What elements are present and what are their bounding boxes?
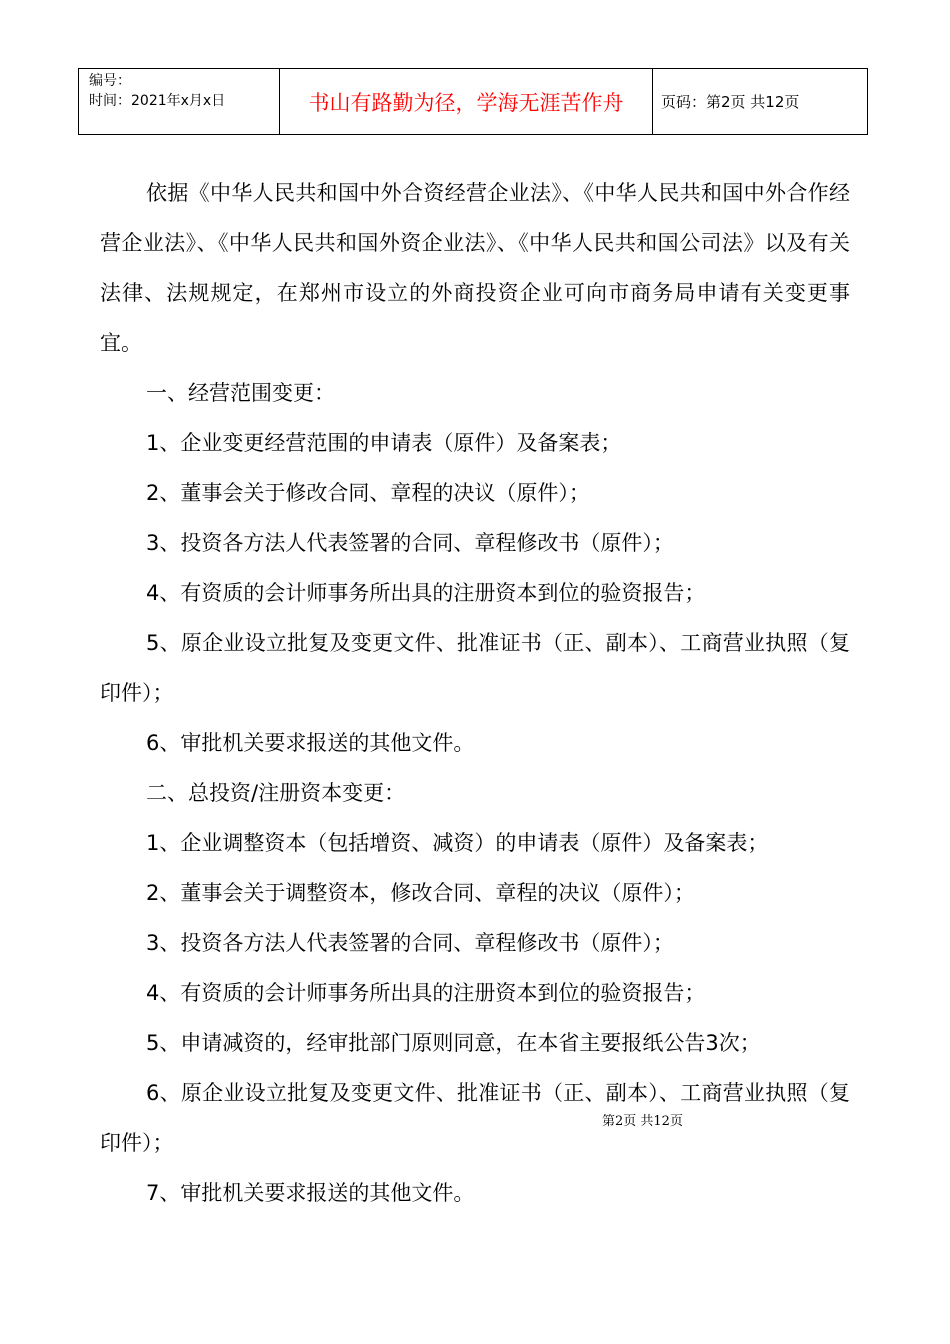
serial-number-label: 编号：	[89, 73, 131, 89]
header-motto-cell	[280, 69, 653, 134]
list-item: 6、审批机关要求报送的其他文件。	[146, 731, 475, 755]
header-table	[78, 68, 868, 135]
list-item: 2、董事会关于修改合同、章程的决议（原件）；	[146, 481, 590, 505]
list-item: 5、原企业设立批复及变更文件、批准证书（正、副本）、工商营业执照（复印件）；	[100, 631, 850, 705]
header-meta-cell	[79, 69, 280, 134]
list-item: 1、企业变更经营范围的申请表（原件）及备案表；	[146, 431, 622, 455]
intro-paragraph: 依据《中华人民共和国中外合资经营企业法》、《中华人民共和国中外合作经营企业法》、《中华人民共和国外资企业法》、《中华人民共和国公司法》以及有关法律、法规规定，在郑州市设立的外商投资企业可向市商务局申请有关变更事宜。	[100, 181, 850, 355]
motto-text: 书山有路勤为径，学海无涯苦作舟	[308, 90, 624, 115]
section-heading-scope-change: 一、经营范围变更：	[146, 381, 335, 405]
document-body	[100, 168, 850, 1218]
page-footer: 第2页 共12页	[602, 1114, 683, 1129]
page-number-label: 页码：第2页 共12页	[661, 93, 800, 111]
section-heading-capital-change: 二、总投资/注册资本变更：	[146, 781, 406, 805]
list-item: 2、董事会关于调整资本，修改合同、章程的决议（原件）；	[146, 881, 695, 905]
list-item: 4、有资质的会计师事务所出具的注册资本到位的验资报告；	[146, 981, 706, 1005]
date-label: 时间：2021年x月x日	[89, 93, 226, 109]
list-item: 5、申请减资的，经审批部门原则同意，在本省主要报纸公告3次；	[146, 1031, 761, 1055]
header-page-cell	[653, 69, 867, 134]
list-item: 1、企业调整资本（包括增资、减资）的申请表（原件）及备案表；	[146, 831, 769, 855]
list-item: 4、有资质的会计师事务所出具的注册资本到位的验资报告；	[146, 581, 706, 605]
list-item: 6、原企业设立批复及变更文件、批准证书（正、副本）、工商营业执照（复印件）；	[100, 1081, 850, 1155]
list-item: 3、投资各方法人代表签署的合同、章程修改书（原件）；	[146, 931, 674, 955]
list-item: 7、审批机关要求报送的其他文件。	[146, 1181, 475, 1205]
list-item: 3、投资各方法人代表签署的合同、章程修改书（原件）；	[146, 531, 674, 555]
